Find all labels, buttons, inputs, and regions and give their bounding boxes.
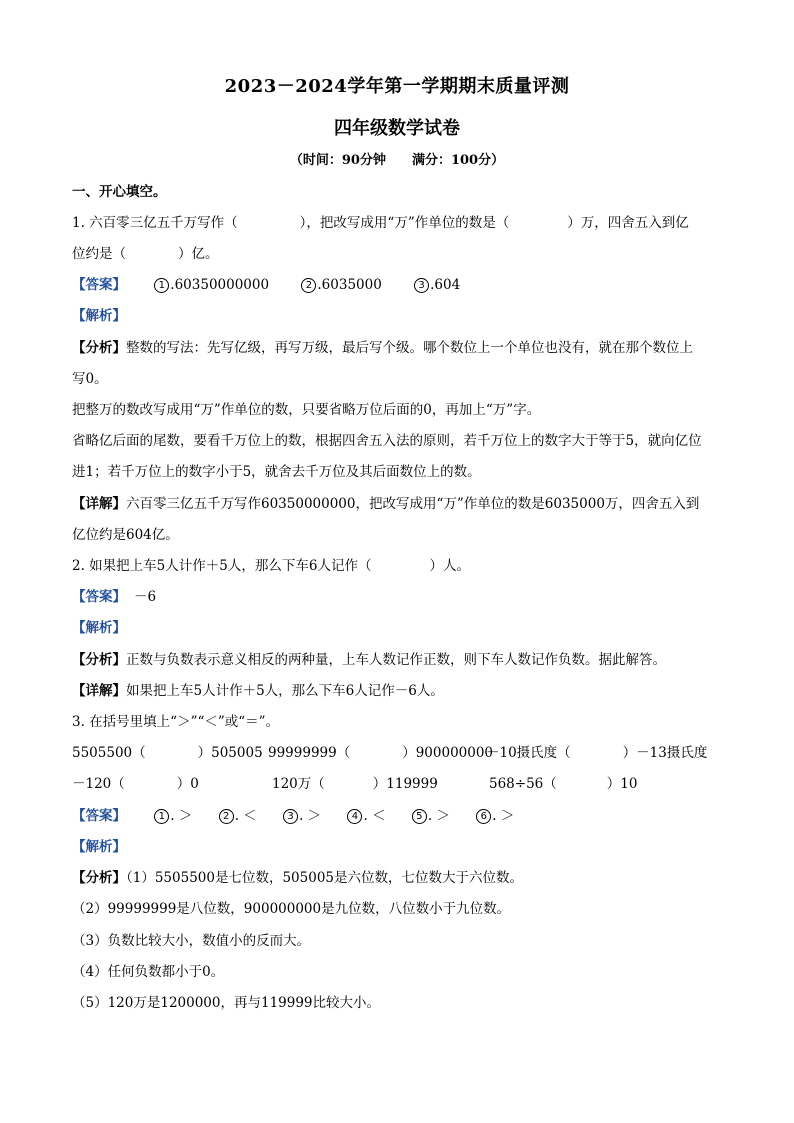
circled-number: 2 <box>301 278 316 293</box>
q2-stem: 2. 如果把上车5人计作＋5人，那么下车6人记作（ ）人。 <box>72 558 470 574</box>
q3-compare-4: －120（ ）0 <box>72 776 199 792</box>
q3-analysis-label: 【解析】 <box>72 839 126 855</box>
q1-analysis-5: 进1；若千万位上的数字小于5，就舍去千万位及其后面数位上的数。 <box>72 464 481 480</box>
q3-analysis-2: （2）99999999是八位数，900000000是九位数，八位数小于九位数。 <box>72 901 511 917</box>
circled-number: 2 <box>219 809 234 824</box>
q3-compare-3: －10摄氏度（ ）－13摄氏度 <box>486 745 708 761</box>
q2-answer: 【答案】 －6 <box>72 589 157 605</box>
q3-compare-6: 568÷56（ ）10 <box>489 776 638 792</box>
circled-number: 1 <box>154 278 169 293</box>
q1-analysis-2: 写0。 <box>72 371 108 387</box>
q3-analysis-5: （5）120万是1200000，再与119999比较大小。 <box>72 995 381 1011</box>
q2-detail: 【详解】如果把上车5人计作＋5人，那么下车6人记作－6人。 <box>72 683 444 699</box>
answer-label: 【答案】 <box>72 277 126 293</box>
score-label: 满分：100分） <box>411 153 505 168</box>
q1-analysis-label: 【解析】 <box>72 308 126 324</box>
q1-analysis-3: 把整万的数改写成用“万”作单位的数，只要省略万位后面的0，再加上“万”字。 <box>72 402 541 418</box>
exam-title: 2023－2024学年第一学期期末质量评测 <box>224 76 570 97</box>
q1-analysis-1: 【分析】整数的写法：先写亿级，再写万级，最后写个级。哪个数位上一个单位也没有，就在那个数位上 <box>72 340 693 356</box>
q1-analysis-4: 省略亿后面的尾数，要看千万位上的数，根据四舍五入法的原则，若千万位上的数字大于等于5，就向亿位 <box>72 433 702 449</box>
q3-analysis-3: （3）负数比较大小，数值小的反而大。 <box>72 933 311 949</box>
circled-number: 5 <box>412 809 427 824</box>
q1-detail-1: 【详解】六百零三亿五千万写作60350000000，把改写成用“万”作单位的数是6035000万，四舍五入到 <box>72 496 700 512</box>
q3-compare-1: 5505500（ ）505005 <box>72 745 263 761</box>
q2-analysis-label: 【解析】 <box>72 620 126 636</box>
circled-number: 4 <box>347 809 362 824</box>
circled-number: 3 <box>414 278 429 293</box>
q2-analysis: 【分析】正数与负数表示意义相反的两种量，上车人数记作正数，则下车人数记作负数。据此解答。 <box>72 652 666 668</box>
q3-compare-5: 120万（ ）119999 <box>272 776 438 792</box>
q3-analysis-4: （4）任何负数都小于0。 <box>72 964 225 980</box>
q1-line1: 1. 六百零三亿五千万写作（ ），把改写成用“万”作单位的数是（ ）万，四舍五入到亿 <box>72 215 689 231</box>
exam-info <box>0 149 794 168</box>
section-title: 一、开心填空。 <box>72 184 167 200</box>
circled-number: 1 <box>154 809 169 824</box>
q3-answer: 【答案】 1 . ＞ 2 . ＜ 3 . ＞ 4 . ＜ 5 . ＞ 6 . ＞ <box>72 808 515 824</box>
q3-compare-2: 99999999（ ）900000000 <box>268 745 494 761</box>
time-label: （时间：90分钟 <box>289 153 386 168</box>
q1-answer: 【答案】 1 .60350000000 2 .6035000 3 .604 <box>72 277 461 293</box>
circled-number: 6 <box>476 809 491 824</box>
q1-detail-2: 亿位约是604亿。 <box>72 527 179 543</box>
q3-stem: 3. 在括号里填上“＞”“＜”或“＝”。 <box>72 714 280 730</box>
q1-line2: 位约是（ ）亿。 <box>72 246 219 262</box>
circled-number: 3 <box>283 809 298 824</box>
q3-analysis-1: 【分析】（1）5505500是七位数，505005是六位数，七位数大于六位数。 <box>72 870 523 886</box>
exam-subtitle: 四年级数学试卷 <box>334 118 460 139</box>
